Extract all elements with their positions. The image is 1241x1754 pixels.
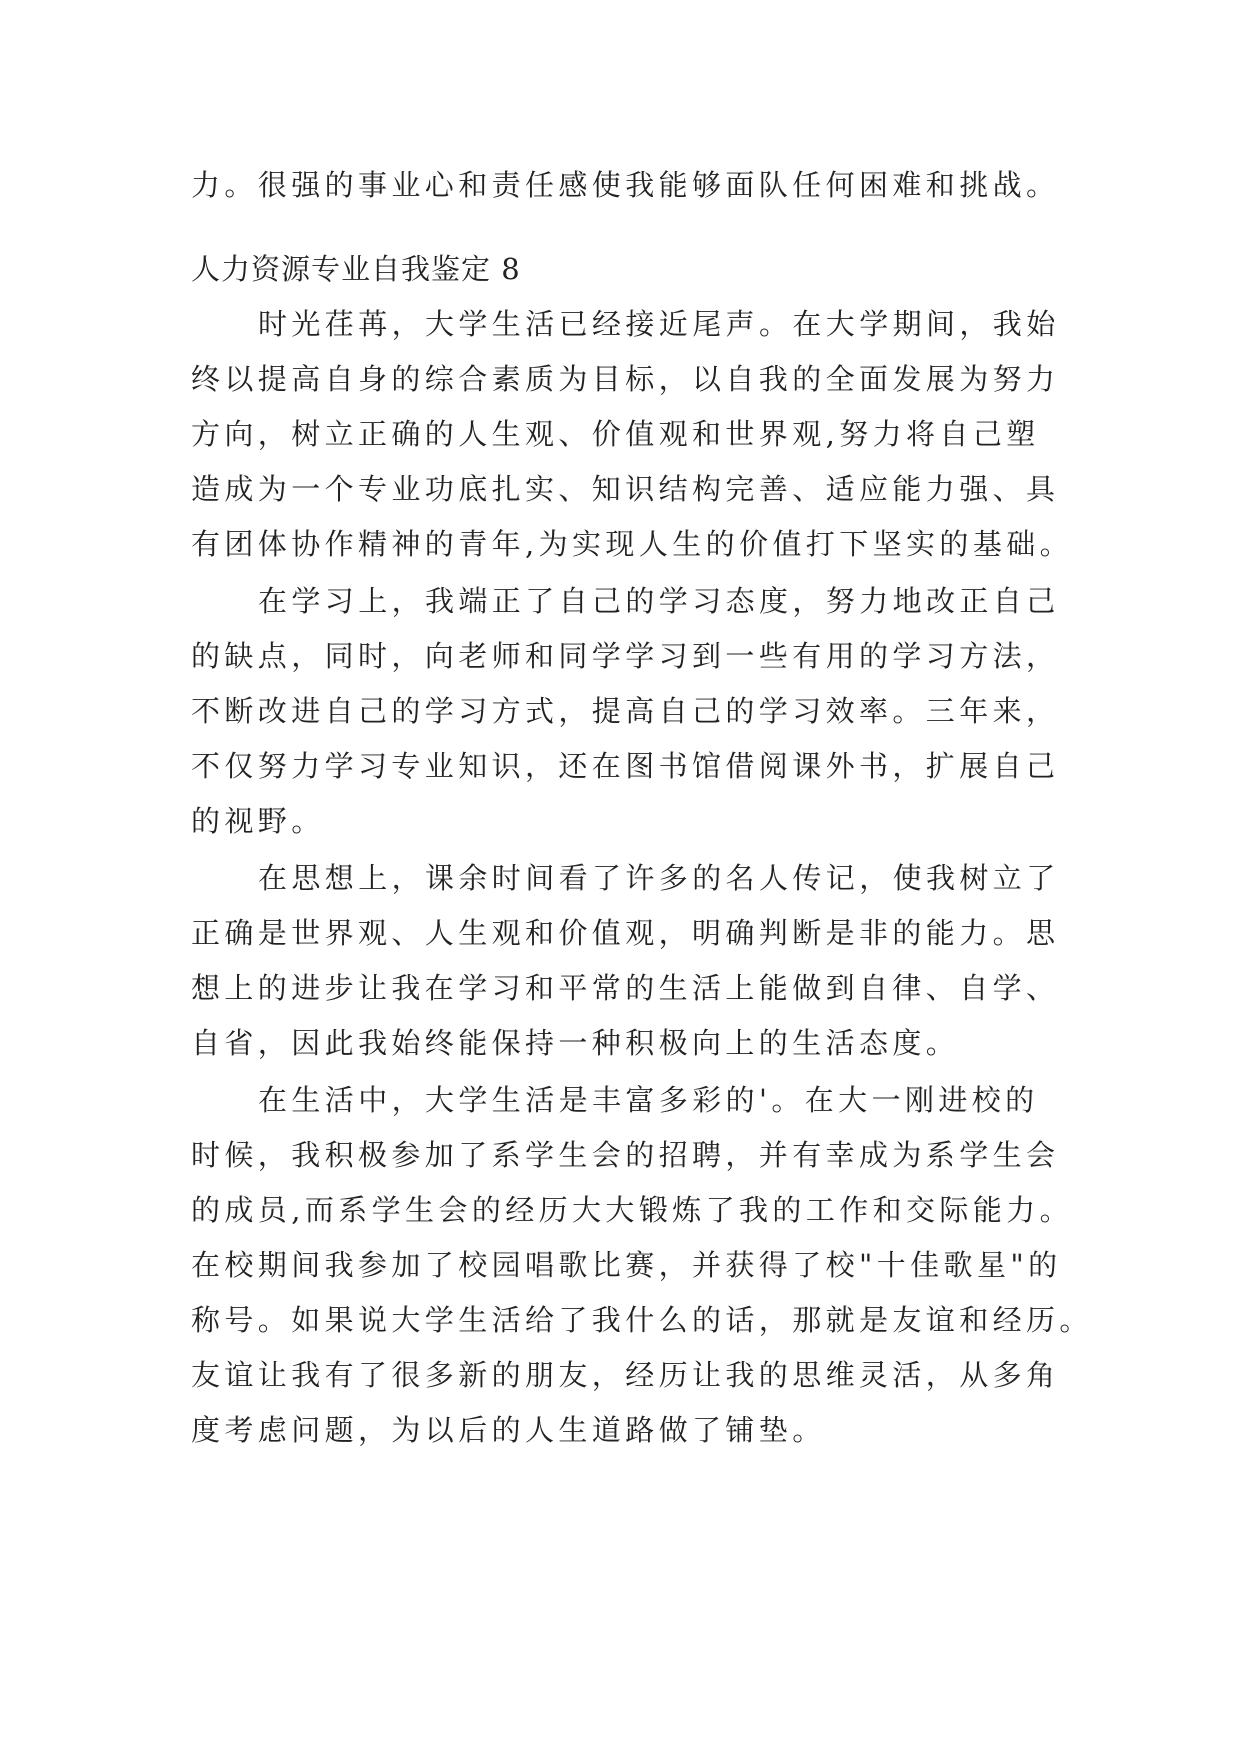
text-line: 的视野。 [191,804,325,838]
text-line: 方向，树立正确的人生观、价值观和世界观,努力将自己塑 [191,417,1040,451]
text-line: 自省，因此我始终能保持一种积极向上的生活态度。 [191,1026,960,1060]
text-line: 的成员,而系学生会的经历大大锻炼了我的工作和交际能力。 [191,1193,1074,1227]
text-line: 在校期间我参加了校园唱歌比赛，并获得了校"十佳歌星"的 [191,1248,1062,1282]
text-line: 在思想上，课余时间看了许多的名人传记，使我树立了 [258,861,1060,895]
text-line: 称号。如果说大学生活给了我什么的话，那就是友谊和经历。 [191,1303,1093,1337]
text-line: 在学习上，我端正了自己的学习态度，努力地改正自己 [258,584,1060,618]
text-line: 时光荏苒，大学生活已经接近尾声。在大学期间，我始 [258,307,1060,341]
text-line: 不断改进自己的学习方式，提高自己的学习效率。三年来， [191,694,1060,728]
text-line: 造成为一个专业功底扎实、知识结构完善、适应能力强、具 [191,472,1060,506]
text-line: 友谊让我有了很多新的朋友，经历让我的思维灵活，从多角 [191,1358,1060,1392]
text-line: 有团体协作精神的青年,为实现人生的价值打下坚实的基础。 [191,527,1074,561]
text-line: 力。很强的事业心和责任感使我能够面队任何困难和挑战。 [191,168,1060,202]
text-line: 终以提高自身的综合素质为目标，以自我的全面发展为努力 [191,362,1060,396]
text-line: 正确是世界观、人生观和价值观，明确判断是非的能力。思 [191,916,1060,950]
text-line: 度考虑问题，为以后的人生道路做了铺垫。 [191,1413,826,1447]
text-line: 时候，我积极参加了系学生会的招聘，并有幸成为系学生会 [191,1138,1060,1172]
section-heading: 人力资源专业自我鉴定 8 [191,252,521,286]
text-line: 的缺点，同时，向老师和同学学习到一些有用的学习方法， [191,639,1060,673]
text-line: 在生活中，大学生活是丰富多彩的'。在大一刚进校的 [258,1083,1039,1117]
text-line: 不仅努力学习专业知识，还在图书馆借阅课外书，扩展自己 [191,749,1060,783]
text-line: 想上的进步让我在学习和平常的生活上能做到自律、自学、 [191,971,1060,1005]
